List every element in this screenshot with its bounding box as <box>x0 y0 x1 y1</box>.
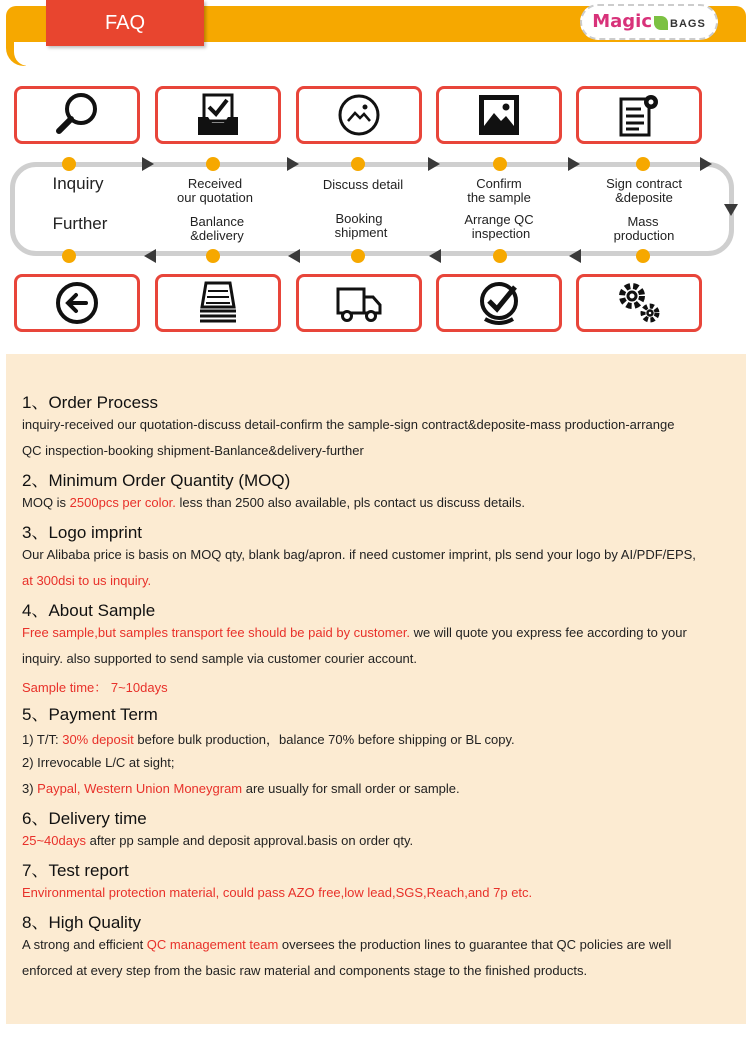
payment-1-text-a: 1) T/T: <box>22 732 63 747</box>
photo-icon <box>475 91 523 139</box>
gears-icon <box>615 279 663 327</box>
inbox-check-icon <box>194 91 242 139</box>
magnifier-icon <box>53 91 101 139</box>
payment-line-2: 2) Irrevocable L/C at sight; <box>22 755 175 770</box>
section-title-test-report: 7、Test report <box>22 861 129 880</box>
arrow-left-icon <box>144 249 156 263</box>
step-box-inquiry <box>14 86 140 144</box>
qc-check-icon <box>475 279 523 327</box>
payment-line-3 <box>22 781 460 796</box>
arrow-right-icon <box>287 157 299 171</box>
back-arrow-icon <box>53 279 101 327</box>
step-label-qc-2: inspection <box>471 226 531 241</box>
section-title-order-process: 1、Order Process <box>22 393 159 412</box>
moq-line <box>22 495 525 510</box>
step-dot <box>62 249 76 263</box>
step-dot <box>206 157 220 171</box>
step-dot <box>351 157 365 171</box>
quality-highlight: QC management team <box>146 937 279 952</box>
arrow-right-icon <box>568 157 580 171</box>
step-label-booking-1: Booking <box>335 211 383 226</box>
brand-logo <box>580 4 718 40</box>
arrow-right-icon <box>428 157 440 171</box>
payment-3-highlight: Paypal, Western Union Moneygram <box>37 781 243 796</box>
step-box-balance-delivery <box>155 274 281 332</box>
sample-time-line: Sample time： 7~10days <box>22 680 168 695</box>
section-title-high-quality: 8、High Quality <box>22 913 142 932</box>
step-dot <box>493 157 507 171</box>
step-label-sign-1: Sign contract <box>606 176 682 191</box>
order-process-line-2: QC inspection-booking shipment-Banlance&delivery-further <box>22 443 364 458</box>
sample-text-b: we will quote you express fee according to your <box>410 625 687 640</box>
quality-line-2: enforced at every step from the basic raw material and components stage to the finished products. <box>22 963 588 978</box>
step-label-sign-2: &deposite <box>615 190 673 205</box>
leaf-icon <box>654 16 668 30</box>
section-title-payment-term: 5、Payment Term <box>22 705 158 724</box>
moq-text-a: MOQ is <box>22 495 70 510</box>
payment-line-1 <box>22 729 515 748</box>
step-label-received-2: our quotation <box>177 190 253 205</box>
sample-highlight: Free sample,but samples transport fee should be paid by customer. <box>22 625 411 640</box>
arrow-left-icon <box>569 249 581 263</box>
step-box-received-quotation <box>155 86 281 144</box>
step-box-sign-contract <box>576 86 702 144</box>
moq-highlight: 2500pcs per color. <box>69 495 176 510</box>
logo-word-magic: Magic <box>592 11 652 32</box>
step-label-inquiry: Inquiry <box>52 174 104 193</box>
sample-line-2: inquiry. also supported to send sample via customer courier account. <box>22 651 418 666</box>
delivery-text-b: after pp sample and deposit approval.basis on order qty. <box>85 833 414 848</box>
step-box-further <box>14 274 140 332</box>
step-dot <box>493 249 507 263</box>
payment-1-highlight: 30% deposit <box>62 732 134 747</box>
step-label-qc-1: Arrange QC <box>464 212 534 227</box>
step-label-confirm-2: the sample <box>467 190 531 205</box>
section-title-moq: 2、Minimum Order Quantity (MOQ) <box>22 471 291 490</box>
moq-text-c: less than 2500 also available, pls contact us discuss details. <box>175 495 525 510</box>
document-stack-icon <box>194 279 242 327</box>
delivery-line <box>22 833 413 848</box>
step-label-balance-2: &delivery <box>190 228 244 243</box>
sample-line-1 <box>22 625 687 640</box>
step-box-arrange-qc <box>436 274 562 332</box>
payment-3-text-a: 3) <box>22 781 38 796</box>
arrow-right-icon <box>142 157 154 171</box>
test-report-line: Environmental protection material, could pass AZO free,low lead,SGS,Reach,and 7p etc. <box>22 885 533 900</box>
quality-text-c: oversees the production lines to guarantee that QC policies are well <box>278 937 672 952</box>
step-label-balance-1: Banlance <box>189 214 245 229</box>
step-label-confirm-1: Confirm <box>476 176 522 191</box>
step-box-confirm-sample <box>436 86 562 144</box>
logo-imprint-line-2: at 300dsi to us inquiry. <box>22 573 152 588</box>
step-box-booking-shipment <box>296 274 422 332</box>
step-box-mass-production <box>576 274 702 332</box>
document-gear-icon <box>615 91 663 139</box>
order-process-line-1: inquiry-received our quotation-discuss detail-confirm the sample-sign contract&deposite-mass production-arrange <box>22 417 675 432</box>
section-title-about-sample: 4、About Sample <box>22 601 156 620</box>
step-label-mass-2: production <box>613 228 675 243</box>
arrow-left-icon <box>288 249 300 263</box>
payment-3-text-c: are usually for small order or sample. <box>242 781 460 796</box>
step-label-mass-1: Mass <box>627 214 659 229</box>
faq-tab: FAQ <box>46 0 204 46</box>
section-title-delivery-time: 6、Delivery time <box>22 809 147 828</box>
logo-imprint-line-1: Our Alibaba price is basis on MOQ qty, blank bag/apron. if need customer imprint, pls send your logo by AI/PDF/EPS, <box>22 547 696 562</box>
arrow-down-icon <box>724 204 738 216</box>
logo-word-bags: BAGS <box>670 18 706 30</box>
step-label-received-1: Received <box>187 176 243 191</box>
step-dot <box>636 249 650 263</box>
quality-text-a: A strong and efficient <box>22 937 147 952</box>
delivery-highlight: 25~40days <box>22 833 86 848</box>
chat-image-icon <box>335 91 383 139</box>
step-label-discuss: Discuss detail <box>322 177 404 192</box>
quality-line-1 <box>22 937 671 952</box>
arrow-right-icon <box>700 157 712 171</box>
faq-panel <box>6 354 746 1024</box>
step-dot <box>636 157 650 171</box>
truck-icon <box>335 279 383 327</box>
step-dot <box>206 249 220 263</box>
step-dot <box>62 157 76 171</box>
arrow-left-icon <box>429 249 441 263</box>
section-title-logo-imprint: 3、Logo imprint <box>22 523 143 542</box>
payment-1-text-c: before bulk production，balance 70% before shipping or BL copy. <box>133 732 515 747</box>
step-label-booking-2: shipment <box>334 225 388 240</box>
step-dot <box>351 249 365 263</box>
step-box-discuss-detail <box>296 86 422 144</box>
step-label-further: Further <box>52 214 108 233</box>
